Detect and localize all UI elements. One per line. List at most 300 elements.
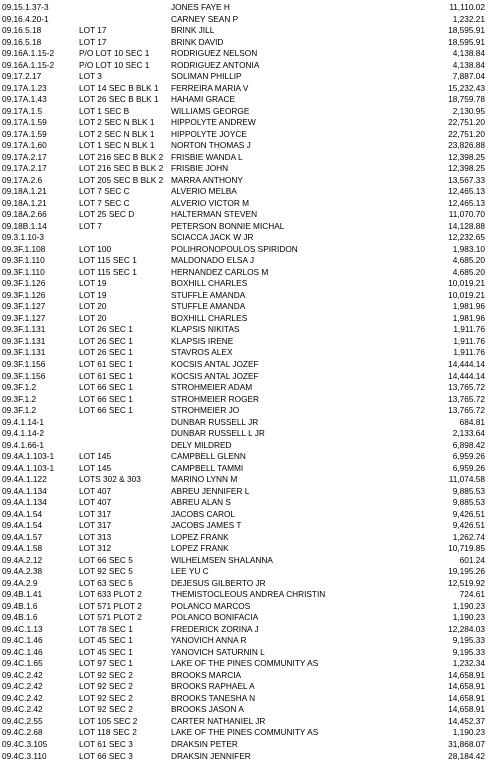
table-row — [1, 555, 487, 567]
amount-value: 18,759.78 — [448, 94, 485, 105]
amount-value: 11,110.02 — [449, 2, 485, 12]
owner-name: KLAPSIS NIKITAS — [171, 324, 240, 335]
parcel-id: 09.4A.2.12 — [2, 554, 43, 565]
lot-description: P/O LOT 10 SEC 1 — [79, 48, 150, 59]
parcel-id: 09.4C.3.105 — [2, 739, 48, 749]
parcel-id: 09.4C.2.42 — [2, 704, 43, 715]
parcel-id: 09.18A.2.66 — [2, 209, 47, 220]
parcel-id: 09.16A.1.15-2 — [2, 48, 55, 59]
parcel-id: 09.3F.1.131 — [2, 335, 46, 346]
parcel-id: 09.17A.2.6 — [2, 174, 43, 185]
parcel-id: 09.3F.1.156 — [2, 358, 46, 369]
table-row — [1, 313, 487, 325]
amount-value: 1,232.34 — [452, 658, 485, 669]
owner-name: HIPPOLYTE ANDREW — [171, 117, 256, 128]
lot-description: LOT 105 SEC 2 — [79, 715, 138, 726]
parcel-id: 09.3F.1.131 — [2, 347, 46, 358]
parcel-id: 09.4A.1.134 — [2, 485, 47, 496]
parcel-id: 09.17A.1.59 — [2, 128, 47, 139]
lot-description: LOT 92 SEC 5 — [79, 566, 133, 577]
amount-value: 22,751.20 — [448, 128, 485, 139]
parcel-id: 09.3F.1.2 — [2, 382, 37, 393]
owner-name: BROOKS JASON A — [171, 704, 244, 715]
owner-name: KOCSIS ANTAL JOZEF — [171, 358, 259, 369]
owner-name: JACOBS CAROL — [171, 508, 236, 519]
lot-description: LOT 115 SEC 1 — [79, 266, 137, 277]
parcel-id: 09.4.1.14-1 — [2, 416, 44, 427]
amount-value: 12,465.13 — [448, 186, 485, 197]
parcel-id: 09.3F.1.108 — [2, 243, 46, 254]
table-row — [1, 520, 487, 532]
table-row — [1, 244, 487, 256]
lot-description: LOT 7 SEC C — [79, 197, 130, 208]
owner-name: RODRIGUEZ NELSON — [171, 48, 258, 59]
lot-description: LOT 313 — [79, 531, 112, 542]
owner-name: YANOVICH SATURNIN L — [171, 646, 265, 657]
table-row — [1, 324, 487, 336]
owner-name: WILHELMSEN SHALANNA — [171, 554, 273, 565]
table-row — [1, 394, 487, 406]
amount-value: 13,765.72 — [448, 382, 485, 393]
lot-description: LOT 407 — [79, 497, 112, 508]
amount-value: 9,195.33 — [452, 635, 485, 646]
parcel-id: 09.17A.1.43 — [2, 94, 47, 105]
parcel-id: 09.4C.1.13 — [2, 623, 43, 634]
owner-name: CARTER NATHANIEL JR — [171, 715, 266, 726]
table-row — [1, 474, 487, 486]
lot-description: LOT 17 — [79, 36, 107, 47]
parcel-id: 09.3.1.10-3 — [2, 232, 44, 243]
amount-value: 18,595.91 — [448, 36, 485, 47]
parcel-id: 09.3F.1.126 — [2, 278, 46, 289]
parcel-id: 09.17A.1.59 — [2, 117, 47, 128]
parcel-id: 09.4.1.66-1 — [2, 439, 44, 450]
amount-value: 1,911.76 — [453, 324, 485, 335]
lot-description: LOT 1 SEC N BLK 1 — [79, 140, 155, 151]
table-row — [1, 140, 487, 152]
parcel-id: 09.17A.2.17 — [2, 163, 47, 174]
parcel-id: 09.3F.1.156 — [2, 370, 46, 381]
parcel-id: 09.18B.1.14 — [2, 220, 47, 231]
lot-description: LOTS 302 & 303 — [79, 474, 141, 485]
lot-description: LOT 97 SEC 1 — [79, 658, 133, 669]
owner-name: POLIHRONOPOULOS SPIRIDON — [171, 243, 298, 254]
owner-name: ABREU JENNIFER L — [171, 485, 250, 496]
table-row — [1, 693, 487, 705]
table-row — [1, 486, 487, 498]
amount-value: 14,128.88 — [448, 220, 485, 231]
owner-name: FRISBIE WANDA L — [171, 151, 243, 162]
table-row — [1, 301, 487, 313]
amount-value: 14,452.37 — [448, 715, 485, 726]
amount-value: 9,195.33 — [452, 646, 485, 657]
parcel-id: 09.4C.2.42 — [2, 681, 43, 692]
table-row — [1, 566, 487, 578]
owner-name: MALDONADO ELSA J — [171, 255, 254, 266]
amount-value: 22,751.20 — [448, 117, 485, 128]
owner-name: KLAPSIS IRENE — [171, 335, 234, 346]
lot-description: LOT 17 — [79, 25, 107, 36]
parcel-id: 09.15.1.37-3 — [2, 2, 49, 12]
lot-description: LOT 92 SEC 2 — [79, 692, 133, 703]
parcel-id: 09.4C.1.46 — [2, 646, 43, 657]
tax-parcel-list — [1, 2, 487, 762]
lot-description: LOT 92 SEC 2 — [79, 681, 133, 692]
lot-description: LOT 61 SEC 1 — [79, 358, 133, 369]
owner-name: KOCSIS ANTAL JOZEF — [171, 370, 259, 381]
owner-name: BROOKS TANESHA N — [171, 692, 256, 703]
amount-value: 724.61 — [459, 589, 485, 600]
table-row — [1, 635, 487, 647]
table-row — [1, 14, 487, 26]
table-row — [1, 497, 487, 509]
owner-name: RODRIGUEZ ANTONIA — [171, 59, 260, 70]
owner-name: SOLIMAN PHILLIP — [171, 71, 242, 82]
amount-value: 1,190.23 — [452, 600, 485, 611]
table-row — [1, 601, 487, 613]
amount-value: 11,070.70 — [448, 209, 485, 220]
lot-description: LOT 19 — [79, 278, 107, 289]
table-row — [1, 71, 487, 83]
amount-value: 9,885.53 — [452, 497, 485, 508]
owner-name: STROHMEIER JO — [171, 405, 240, 416]
parcel-id: 09.17.2.17 — [2, 71, 42, 82]
table-row — [1, 2, 487, 14]
parcel-id: 09.4A.1.54 — [2, 520, 43, 531]
owner-name: POLANCO BONIFACIA — [171, 612, 259, 623]
owner-name: LAKE OF THE PINES COMMUNITY AS — [171, 727, 319, 738]
lot-description: LOT 633 PLOT 2 — [79, 589, 142, 600]
parcel-id: 09.16.5.18 — [2, 36, 42, 47]
amount-value: 1,981.96 — [452, 301, 485, 312]
owner-name: HIPPOLYTE JOYCE — [171, 128, 247, 139]
amount-value: 10,019.21 — [448, 278, 485, 289]
parcel-id: 09.16.5.18 — [2, 25, 42, 36]
parcel-id: 09.4C.2.68 — [2, 727, 43, 738]
amount-value: 12,398.25 — [448, 163, 485, 174]
parcel-id: 09.18A.1.21 — [2, 197, 47, 208]
parcel-id: 09.3F.1.110 — [2, 266, 45, 277]
owner-name: FRISBIE JOHN — [171, 163, 229, 174]
amount-value: 4,685.20 — [452, 255, 485, 266]
amount-value: 14,444.14 — [448, 358, 485, 369]
table-row — [1, 440, 487, 452]
lot-description: LOT 78 SEC 1 — [79, 623, 133, 634]
lot-description: LOT 1 SEC B — [79, 105, 130, 116]
lot-description: LOT 63 SEC 5 — [79, 577, 133, 588]
parcel-id: 09.4A.1.58 — [2, 543, 43, 554]
owner-name: BRINK DAVID — [171, 36, 224, 47]
amount-value: 9,426.51 — [452, 508, 485, 519]
lot-description: LOT 92 SEC 2 — [79, 704, 133, 715]
lot-description: LOT 66 SEC 1 — [79, 382, 133, 393]
amount-value: 6,898.42 — [452, 439, 485, 450]
amount-value: 1,232.21 — [452, 13, 485, 24]
amount-value: 1,190.23 — [452, 727, 485, 738]
parcel-id: 09.4C.2.42 — [2, 692, 43, 703]
table-row — [1, 359, 487, 371]
amount-value: 13,765.72 — [448, 393, 485, 404]
table-row — [1, 428, 487, 440]
owner-name: STUFFLE AMANDA — [171, 289, 246, 300]
owner-name: DRAKSIN JENNIFER — [171, 750, 251, 761]
parcel-id: 09.4A.2.9 — [2, 577, 38, 588]
table-row — [1, 83, 487, 95]
parcel-id: 09.3F.1.110 — [2, 255, 45, 266]
owner-name: ALVERIO MELBA — [171, 186, 237, 197]
owner-name: DEJESUS GILBERTO JR — [171, 577, 266, 588]
owner-name: FREDERICK ZORINA J — [171, 623, 259, 634]
lot-description: LOT 118 SEC 2 — [79, 727, 137, 738]
owner-name: BROOKS MARCIA — [171, 669, 242, 680]
amount-value: 31,868.07 — [448, 739, 485, 749]
amount-value: 14,658.91 — [448, 704, 485, 715]
lot-description: LOT 115 SEC 1 — [79, 255, 137, 266]
parcel-id: 09.17A.1.5 — [2, 105, 43, 116]
lot-description: LOT 26 SEC 1 — [79, 347, 133, 358]
amount-value: 12,284.03 — [448, 623, 485, 634]
lot-description: P/O LOT 10 SEC 1 — [79, 59, 150, 70]
parcel-id: 09.16A.1.15-2 — [2, 59, 55, 70]
owner-name: STROHMEIER ADAM — [171, 382, 253, 393]
owner-name: BRINK JILL — [171, 25, 215, 36]
table-row — [1, 463, 487, 475]
table-row — [1, 186, 487, 198]
table-row — [1, 681, 487, 693]
owner-name: STUFFLE AMANDA — [171, 301, 246, 312]
lot-description: LOT 66 SEC 3 — [79, 750, 133, 761]
amount-value: 18,595.91 — [448, 25, 485, 36]
parcel-id: 09.4A.1.134 — [2, 497, 47, 508]
lot-description: LOT 14 SEC B BLK 1 — [79, 82, 159, 93]
lot-description: LOT 216 SEC B BLK 2 — [79, 151, 164, 162]
parcel-id: 09.4B.1.6 — [2, 612, 38, 623]
table-row — [1, 209, 487, 221]
table-row — [1, 94, 487, 106]
owner-name: CAMPBELL TAMMI — [171, 462, 244, 473]
table-row — [1, 278, 487, 290]
lot-description: LOT 92 SEC 2 — [79, 669, 133, 680]
owner-name: WILLIAMS GEORGE — [171, 105, 250, 116]
amount-value: 14,658.91 — [448, 681, 485, 692]
amount-value: 19,195.26 — [448, 566, 485, 577]
table-row — [1, 647, 487, 659]
parcel-id: 09.4A.1.122 — [2, 474, 47, 485]
table-row — [1, 509, 487, 521]
parcel-id: 09.3F.1.127 — [2, 312, 46, 323]
table-row — [1, 117, 487, 129]
table-row — [1, 290, 487, 302]
amount-value: 9,885.53 — [452, 485, 485, 496]
owner-name: STAVROS ALEX — [171, 347, 233, 358]
table-row — [1, 612, 487, 624]
amount-value: 12,232.65 — [448, 232, 485, 243]
parcel-id: 09.4C.2.55 — [2, 715, 43, 726]
table-row — [1, 175, 487, 187]
owner-name: DUNBAR RUSSELL L JR — [171, 428, 265, 439]
lot-description: LOT 2 SEC N BLK 1 — [79, 128, 155, 139]
owner-name: THEMISTOCLEOUS ANDREA CHRISTIN — [171, 589, 326, 600]
table-row — [1, 267, 487, 279]
table-row — [1, 578, 487, 590]
owner-name: NORTON THOMAS J — [171, 140, 251, 151]
lot-description: LOT 317 — [79, 520, 112, 531]
table-row — [1, 451, 487, 463]
amount-value: 28,184.42 — [448, 750, 485, 761]
amount-value: 1,911.76 — [453, 347, 485, 358]
owner-name: BROOKS RAPHAEL A — [171, 681, 255, 692]
amount-value: 1,190.23 — [452, 612, 485, 623]
parcel-id: 09.3F.1.127 — [2, 301, 46, 312]
lot-description: LOT 20 — [79, 312, 107, 323]
parcel-id: 09.3F.1.131 — [2, 324, 46, 335]
amount-value: 11,074.58 — [448, 474, 485, 485]
owner-name: ALVERIO VICTOR M — [171, 197, 250, 208]
parcel-id: 09.3F.1.126 — [2, 289, 46, 300]
amount-value: 2,133.64 — [452, 428, 485, 439]
parcel-id: 09.4C.1.65 — [2, 658, 43, 669]
table-row — [1, 371, 487, 383]
parcel-id: 09.17A.2.17 — [2, 151, 47, 162]
amount-value: 4,685.20 — [452, 266, 485, 277]
table-row — [1, 589, 487, 601]
amount-value: 12,465.13 — [448, 197, 485, 208]
table-row — [1, 543, 487, 555]
table-row — [1, 727, 487, 739]
amount-value: 601.24 — [459, 554, 485, 565]
parcel-id: 09.4C.3.110 — [2, 750, 47, 761]
owner-name: MARRA ANTHONY — [171, 174, 243, 185]
parcel-id: 09.4.1.14-2 — [2, 428, 44, 439]
parcel-id: 09.4A.1.54 — [2, 508, 43, 519]
parcel-id: 09.4C.2.42 — [2, 669, 43, 680]
lot-description: LOT 205 SEC B BLK 2 — [79, 174, 164, 185]
owner-name: DUNBAR RUSSELL JR — [171, 416, 259, 427]
lot-description: LOT 66 SEC 1 — [79, 405, 133, 416]
lot-description: LOT 145 — [79, 462, 112, 473]
parcel-id: 09.4A.1.103-1 — [2, 451, 55, 462]
owner-name: BOXHILL CHARLES — [171, 312, 248, 323]
lot-description: LOT 2 SEC N BLK 1 — [79, 117, 155, 128]
table-row — [1, 532, 487, 544]
owner-name: JONES FAYE H — [171, 2, 230, 12]
lot-description: LOT 25 SEC D — [79, 209, 135, 220]
table-row — [1, 417, 487, 429]
owner-name: MARINO LYNN M — [171, 474, 238, 485]
lot-description: LOT 66 SEC 1 — [79, 393, 133, 404]
parcel-id: 09.4A.2.38 — [2, 566, 43, 577]
parcel-id: 09.18A.1.21 — [2, 186, 47, 197]
amount-value: 1,262.74 — [452, 531, 485, 542]
amount-value: 4,138.84 — [452, 48, 485, 59]
table-row — [1, 336, 487, 348]
amount-value: 1,981.96 — [452, 312, 485, 323]
amount-value: 684.81 — [459, 416, 485, 427]
owner-name: HERNANDEZ CARLOS M — [171, 266, 269, 277]
amount-value: 9,426.51 — [452, 520, 485, 531]
parcel-id: 09.4B.1.6 — [2, 600, 38, 611]
amount-value: 7,887.04 — [452, 71, 485, 82]
lot-description: LOT 20 — [79, 301, 107, 312]
table-row — [1, 255, 487, 267]
parcel-id: 09.16.4.20-1 — [2, 13, 49, 24]
lot-description: LOT 145 — [79, 451, 112, 462]
table-row — [1, 37, 487, 49]
amount-value: 10,719.85 — [448, 543, 485, 554]
owner-name: PETERSON BONNIE MICHAL — [171, 220, 285, 231]
table-row — [1, 405, 487, 417]
owner-name: BOXHILL CHARLES — [171, 278, 248, 289]
amount-value: 15,232.43 — [448, 82, 485, 93]
owner-name: HALTERMAN STEVEN — [171, 209, 258, 220]
owner-name: CAMPBELL GLENN — [171, 451, 246, 462]
parcel-id: 09.4A.1.103-1 — [2, 462, 55, 473]
lot-description: LOT 45 SEC 1 — [79, 646, 133, 657]
amount-value: 6,959.26 — [452, 462, 485, 473]
lot-description: LOT 7 — [79, 220, 102, 231]
lot-description: LOT 407 — [79, 485, 112, 496]
owner-name: JACOBS JAMES T — [171, 520, 242, 531]
owner-name: DELY MILDRED — [171, 439, 232, 450]
table-row — [1, 658, 487, 670]
lot-description: LOT 3 — [79, 71, 102, 82]
owner-name: CARNEY SEAN P — [171, 13, 239, 24]
parcel-id: 09.4C.1.46 — [2, 635, 43, 646]
table-row — [1, 232, 487, 244]
parcel-id: 09.3F.1.2 — [2, 393, 37, 404]
owner-name: SCIACCA JACK W JR — [171, 232, 254, 243]
table-row — [1, 704, 487, 716]
amount-value: 12,519.92 — [448, 577, 485, 588]
lot-description: LOT 66 SEC 5 — [79, 554, 133, 565]
owner-name: LOPEZ FRANK — [171, 531, 229, 542]
lot-description: LOT 61 SEC 3 — [79, 739, 133, 749]
lot-description: LOT 26 SEC B BLK 1 — [79, 94, 159, 105]
lot-description: LOT 45 SEC 1 — [79, 635, 133, 646]
lot-description: LOT 19 — [79, 289, 107, 300]
owner-name: LOPEZ FRANK — [171, 543, 229, 554]
amount-value: 6,959.26 — [452, 451, 485, 462]
table-row — [1, 48, 487, 60]
lot-description: LOT 216 SEC B BLK 2 — [79, 163, 164, 174]
amount-value: 4,138.84 — [452, 59, 485, 70]
lot-description: LOT 7 SEC C — [79, 186, 130, 197]
parcel-id: 09.4A.1.57 — [2, 531, 43, 542]
table-row — [1, 347, 487, 359]
table-row — [1, 106, 487, 118]
table-row — [1, 670, 487, 682]
table-row — [1, 198, 487, 210]
amount-value: 2,130.95 — [452, 105, 485, 116]
table-row — [1, 163, 487, 175]
parcel-id: 09.3F.1.2 — [2, 405, 37, 416]
owner-name: HAHAMI GRACE — [171, 94, 236, 105]
table-row — [1, 716, 487, 728]
table-row — [1, 221, 487, 233]
amount-value: 12,398.25 — [448, 151, 485, 162]
owner-name: DRAKSIN PETER — [171, 739, 238, 749]
amount-value: 14,658.91 — [448, 669, 485, 680]
parcel-id: 09.4B.1.41 — [2, 589, 43, 600]
lot-description: LOT 312 — [79, 543, 112, 554]
table-row — [1, 624, 487, 636]
owner-name: FERREIRA MARIA V — [171, 82, 249, 93]
amount-value: 1,983.10 — [452, 243, 485, 254]
amount-value: 1,911.76 — [453, 335, 485, 346]
lot-description: LOT 26 SEC 1 — [79, 324, 133, 335]
parcel-id: 09.17A.1.23 — [2, 82, 47, 93]
lot-description: LOT 571 PLOT 2 — [79, 600, 142, 611]
